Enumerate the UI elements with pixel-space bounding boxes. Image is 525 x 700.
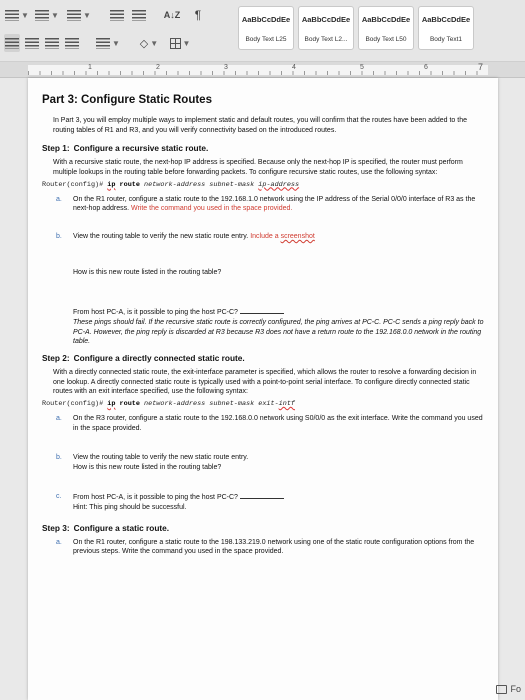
- style-sample: AaBbCcDdEe: [421, 15, 471, 24]
- step2-item-a: [52, 414, 488, 433]
- numbered-list-icon: [35, 10, 49, 21]
- increase-indent-icon: [132, 10, 146, 21]
- step1-syntax: [42, 181, 488, 189]
- item-instruction-link: screenshot: [280, 232, 315, 240]
- item-label: a.: [56, 414, 62, 422]
- question-text: From host PC-A, is it possible to ping the host PC-C?: [73, 494, 238, 502]
- align-center-icon: [25, 38, 39, 49]
- item-question: How is this new route listed in the routing table?: [73, 463, 222, 471]
- bullet-list-icon: [5, 10, 19, 21]
- step-number: Step 2:: [42, 352, 70, 363]
- style-sample: AaBbCcDdEe: [361, 15, 411, 24]
- style-name: Body Text L50: [365, 36, 407, 43]
- sort-icon: A↓Z: [163, 10, 181, 20]
- decrease-indent-icon: [110, 10, 124, 21]
- numbered-list-button[interactable]: [34, 6, 60, 24]
- item-label: b.: [56, 232, 62, 240]
- borders-button[interactable]: [166, 34, 194, 52]
- item-text: On the R1 router, configure a static route to the 198.133.219.0 network using one of the static route configuration options from the previous steps. Write the command you used in the space provided.: [73, 538, 475, 556]
- step3-heading: [42, 523, 488, 533]
- step3-item-a: [52, 538, 488, 557]
- step2-description: With a directly connected static route, the exit-interface parameter is specified, which allows the router to resolve a forwarding decision in one lookup. A directly connected static route is typically used with a point-to-point serial interface. To configure directly connected static routes with an exit interface specified, use the following syntax:: [53, 368, 477, 396]
- horizontal-ruler[interactable]: [0, 62, 525, 78]
- item-instruction-text: Include a: [250, 232, 279, 240]
- chevron-down-icon: ▼: [51, 10, 59, 20]
- step1-description: With a recursive static route, the next-hop IP address is specified. Because only the next-hop IP is specified, the router must perform multiple lookups in the routing table before forwarding packets. To configure recursive static routes, use the following syntax:: [53, 159, 463, 176]
- answer-blank[interactable]: [240, 492, 284, 499]
- step1-heading: [42, 143, 488, 153]
- code-prompt: Router(config)#: [42, 399, 104, 408]
- chevron-down-icon: ▼: [21, 10, 29, 20]
- step1-item-b: [52, 232, 488, 242]
- code-args: network-address subnet-mask exit-: [144, 399, 279, 408]
- code-keyword: route: [119, 180, 140, 189]
- item-text: On the R3 router, configure a static route to the 192.168.0.0 network using S0/0/0 as the exit interface. Write the command you used in the space provided.: [73, 414, 483, 432]
- justify-button[interactable]: [64, 34, 80, 52]
- style-name: Body Text1: [429, 36, 463, 43]
- justify-icon: [65, 38, 79, 49]
- item-label: a.: [56, 195, 62, 203]
- item-text: View the routing table to verify the new static route entry.: [73, 454, 249, 462]
- step1-item-a: [52, 195, 488, 214]
- step-number: Step 1:: [42, 143, 70, 154]
- step2-item-c: [52, 492, 488, 512]
- item-instruction: [250, 233, 315, 240]
- code-args: network-address subnet-mask: [144, 180, 255, 189]
- step-number: Step 3:: [42, 522, 70, 533]
- code-args: intf: [278, 399, 295, 408]
- ruler-number: 2: [156, 64, 160, 71]
- ruler-number: 7: [478, 62, 484, 72]
- multilevel-list-icon: [67, 10, 81, 21]
- part-title: Part 3: Configure Static Routes: [42, 94, 212, 106]
- ruler-number: 1: [88, 64, 92, 71]
- focus-mode-button[interactable]: [496, 684, 521, 694]
- step-title: Configure a directly connected static route.: [73, 352, 245, 363]
- line-spacing-button[interactable]: [94, 34, 122, 52]
- item-instruction: Write the command you used in the space provided.: [131, 205, 293, 213]
- document-body: [42, 94, 488, 563]
- multilevel-list-button[interactable]: [64, 6, 94, 24]
- chevron-down-icon: ▼: [182, 38, 191, 48]
- code-keyword: route: [119, 399, 140, 408]
- style-body-text1[interactable]: [418, 6, 474, 50]
- chevron-down-icon: ▼: [112, 38, 120, 48]
- ruler-number: 5: [360, 64, 364, 71]
- step1-answer: These pings should fail. If the recursive static route is correctly configured, the ping arrives at PC-C. PC-C sends a ping reply back to PC-A. However, the ping reply is discarded at R3 because R3 does not have a return route to the 192.168.0.0 network in the routing table.: [73, 318, 484, 346]
- style-body-text-l25[interactable]: [238, 6, 294, 50]
- item-label: b.: [56, 454, 62, 462]
- code-prompt: Router(config)#: [42, 180, 104, 189]
- step-title: Configure a recursive static route.: [73, 143, 209, 154]
- chevron-down-icon: ▼: [150, 38, 159, 48]
- line-spacing-icon: [96, 38, 110, 49]
- style-sample: AaBbCcDdEe: [241, 15, 291, 24]
- style-name: Body Text L2...: [304, 36, 348, 43]
- ruler-number: 4: [292, 64, 296, 71]
- align-center-button[interactable]: [24, 34, 40, 52]
- item-hint: Hint: This ping should be successful.: [73, 504, 187, 512]
- item-label: a.: [56, 538, 62, 546]
- sort-button[interactable]: [162, 6, 182, 24]
- pilcrow-icon: ¶: [194, 8, 202, 22]
- align-right-button[interactable]: [44, 34, 60, 52]
- ruler-track: [28, 65, 488, 75]
- document-page[interactable]: [28, 78, 498, 700]
- style-body-text-l50[interactable]: [358, 6, 414, 50]
- step2-syntax: [42, 400, 488, 408]
- code-args: ip-address: [258, 180, 300, 189]
- code-keyword: ip: [107, 399, 116, 408]
- item-text: On the R1 router, configure a static route to the 192.168.1.0 network using the IP address of the Serial 0/0/0 interface of R3 as the next-hop address.: [73, 195, 476, 213]
- align-left-icon: [5, 38, 19, 49]
- step2-item-b: [52, 453, 488, 472]
- ruler-number: 3: [224, 64, 228, 71]
- focus-icon: [496, 685, 507, 694]
- step-title: Configure a static route.: [73, 522, 170, 533]
- bullet-list-button[interactable]: [4, 6, 30, 24]
- align-left-button[interactable]: [4, 34, 20, 52]
- part-intro: In Part 3, you will employ multiple ways to implement static and default routes, you will confirm that the routes have been added to the routing tables of R1 and R3, and you will verify connectivity based on the introduced routes.: [53, 117, 467, 134]
- question-text: From host PC-A, is it possible to ping the host PC-C?: [73, 309, 238, 317]
- shading-button[interactable]: [136, 34, 162, 52]
- style-name: Body Text L25: [245, 36, 287, 43]
- answer-blank[interactable]: [240, 307, 284, 314]
- focus-label: Fo: [510, 684, 521, 694]
- ribbon-toolbar: [0, 0, 525, 62]
- ruler-number: 6: [424, 64, 428, 71]
- step1-question-ping: [73, 307, 488, 318]
- chevron-down-icon: ▼: [83, 10, 91, 20]
- code-keyword: ip: [107, 180, 116, 189]
- step2-heading: [42, 353, 488, 363]
- item-text: View the routing table to verify the new static route entry.: [73, 232, 249, 240]
- align-right-icon: [45, 38, 59, 49]
- item-text: [73, 492, 488, 503]
- step1-question-route: How is this new route listed in the routing table?: [73, 268, 222, 276]
- item-label: c.: [56, 493, 62, 501]
- style-sample: AaBbCcDdEe: [301, 15, 351, 24]
- style-body-text-l2[interactable]: [298, 6, 354, 50]
- borders-icon: [170, 38, 181, 49]
- increase-indent-button[interactable]: [130, 6, 148, 24]
- paint-bucket-icon: ◇: [139, 37, 149, 50]
- decrease-indent-button[interactable]: [108, 6, 126, 24]
- show-formatting-button[interactable]: [190, 6, 206, 24]
